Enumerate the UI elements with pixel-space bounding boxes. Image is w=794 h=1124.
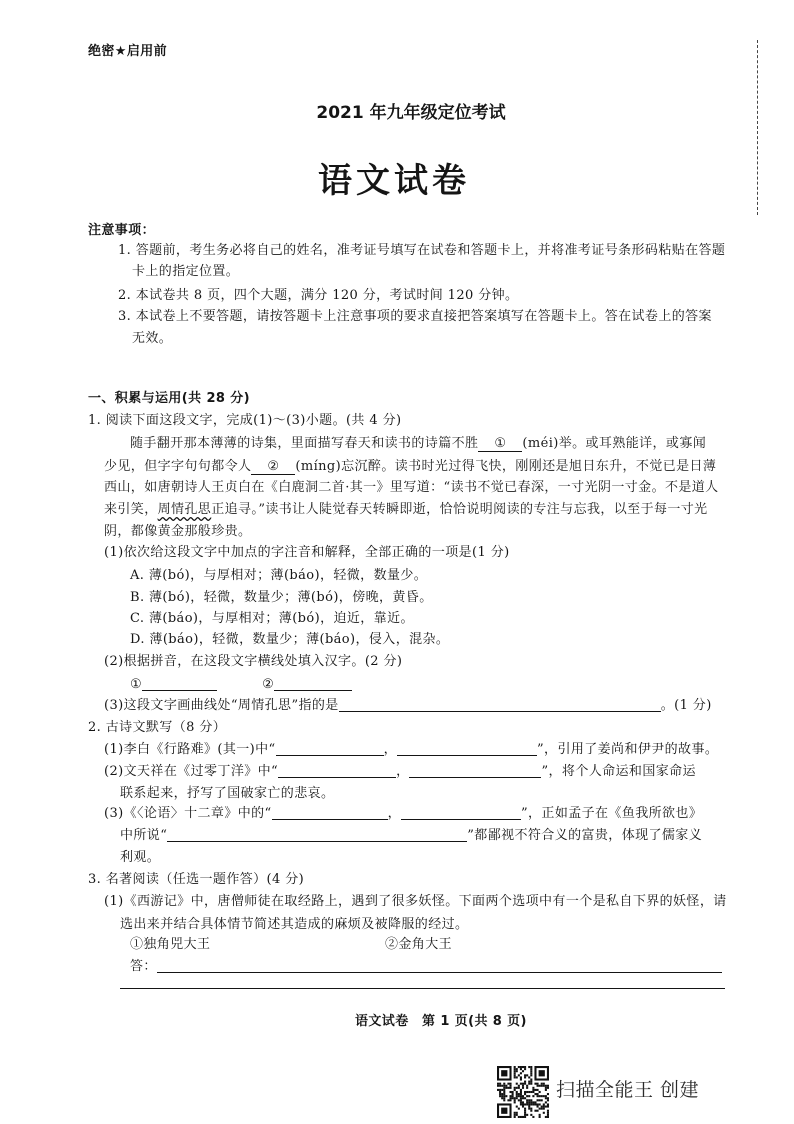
q2-part3-cont <box>120 826 702 846</box>
confidential-label: 绝密★启用前 <box>88 44 168 59</box>
notice-item-2: 2. 本试卷共 8 页，四个大题，满分 120 分，考试时间 120 分钟。 <box>118 288 519 303</box>
question-text: ， <box>396 764 410 779</box>
passage-text: 来引笑， <box>104 502 158 517</box>
answer-blank <box>276 740 384 756</box>
scanner-watermark: 扫描全能王 创建 <box>556 1079 700 1101</box>
passage-line-1 <box>130 434 706 454</box>
option-d: D. 薄(báo)，轻微，数量少；薄(báo)，侵入，混杂。 <box>130 632 450 647</box>
answer-blank <box>278 762 396 778</box>
option-b: B. 薄(bó)，轻微，数量少；薄(bó)，傍晚，黄昏。 <box>130 590 433 605</box>
q1-part3 <box>104 696 712 716</box>
question-text: ”，引用了姜尚和伊尹的故事。 <box>537 742 719 757</box>
passage-text: 少见，但字字句句都令人 <box>104 459 252 474</box>
question-text: ”都鄙视不符合义的富贵，体现了儒家义 <box>467 828 703 843</box>
binding-line <box>757 40 758 215</box>
section-heading: 一、积累与运用(共 28 分) <box>88 391 251 406</box>
passage-line-2 <box>104 457 716 477</box>
qr-code-icon <box>497 1066 549 1118</box>
question-text: ， <box>383 742 398 757</box>
answer-blank <box>409 762 541 778</box>
question-text: (3)《〈论语〉十二章》中的“ <box>104 806 272 821</box>
question-text: 中所说“ <box>120 828 168 843</box>
question-text: (1)李白《行路难》(其一)中“ <box>104 742 276 757</box>
q3-answer <box>130 957 722 977</box>
passage-text: (méi)举。或耳熟能详，或寡闻 <box>522 436 707 451</box>
answer-line <box>120 988 725 989</box>
answer-blank <box>401 804 521 820</box>
passage-line-5: 阴，都像黄金那般珍贵。 <box>104 524 252 539</box>
q2-part3-cont-2: 利观。 <box>120 850 161 865</box>
q2-part1 <box>104 740 718 760</box>
blank-mark: ② <box>262 677 275 692</box>
answer-blank <box>397 740 537 756</box>
answer-blank <box>339 696 661 712</box>
blank-mark: ① <box>494 436 507 451</box>
question-text: ”，将个人命运和国家命运 <box>541 764 696 779</box>
q3-option-1: ①独角兕大王 <box>130 937 211 952</box>
question-text: (2)文天祥在《过零丁洋》中“ <box>104 764 279 779</box>
notice-heading: 注意事项： <box>88 223 156 238</box>
q1-part2-blanks <box>130 675 352 695</box>
answer-blank <box>272 804 388 820</box>
q1-stem: 1. 阅读下面这段文字，完成(1)～(3)小题。(共 4 分) <box>88 413 402 428</box>
question-text: (3)这段文字画曲线处“周情孔思”指的是 <box>104 698 339 713</box>
wavy-underlined-phrase: 周情孔思 <box>157 502 212 517</box>
q2-part2 <box>104 762 696 782</box>
notice-item-1: 1. 答题前，考生务必将自己的姓名，准考证号填写在试卷和答题卡上，并将准考证号条形码粘贴在答题 <box>118 243 726 258</box>
q2-stem: 2. 古诗文默写（8 分） <box>88 720 227 735</box>
q3-option-2: ②金角大王 <box>385 937 453 952</box>
passage-text: (míng)忘沉醉。读书时光过得飞快，刚刚还是旭日东升，不觉已是日薄 <box>295 459 717 474</box>
passage-line-4 <box>104 500 708 520</box>
answer-blank-2 <box>251 459 295 475</box>
passage-line-3: 西山，如唐朝诗人王贞白在《白鹿洞二首·其一》里写道：“读书不觉已春深，一寸光阴一寸金。不是道人 <box>104 480 719 495</box>
option-c: C. 薄(báo)，与厚相对；薄(bó)，迫近，靠近。 <box>130 611 414 626</box>
answer-blank <box>142 675 217 691</box>
exam-title: 2021 年九年级定位考试 <box>316 103 506 123</box>
notice-item-3: 3. 本试卷上不要答题，请按答题卡上注意事项的要求直接把答案填写在答题卡上。答在试卷上的答案 <box>118 309 712 324</box>
question-text: 。(1 分) <box>660 698 712 713</box>
subject-title: 语文试卷 <box>318 161 470 201</box>
answer-blank <box>167 826 467 842</box>
notice-item-3-cont: 无效。 <box>132 331 173 346</box>
passage-text: 正追寻。”读书让人陡觉春天转瞬即逝，恰恰说明阅读的专注与忘我，以至于每一寸光 <box>211 502 708 517</box>
answer-blank <box>274 675 352 691</box>
q2-part2-cont: 联系起来，抒写了国破家亡的悲哀。 <box>120 786 335 801</box>
q1-part1-stem: (1)依次给这段文字中加点的字注音和解释，全部正确的一项是(1 分) <box>104 545 510 560</box>
option-a: A. 薄(bó)，与厚相对；薄(báo)，轻微，数量少。 <box>130 568 428 583</box>
q3-part1: (1)《西游记》中，唐僧师徒在取经路上，遇到了很多妖怪。下面两个选项中有一个是私自下界的妖怪，请 <box>104 894 727 909</box>
question-text: ， <box>387 806 401 821</box>
answer-blank <box>157 957 722 973</box>
notice-item-1-cont: 卡上的指定位置。 <box>132 264 240 279</box>
q1-part2-stem: (2)根据拼音，在这段文字横线处填入汉字。(2 分) <box>104 654 403 669</box>
blank-mark: ② <box>267 459 280 474</box>
question-text: ”，正如孟子在《鱼我所欲也》 <box>520 806 703 821</box>
page-footer: 语文试卷 第 1 页(共 8 页) <box>355 1014 527 1029</box>
q3-stem: 3. 名著阅读（任选一题作答）(4 分) <box>88 872 305 887</box>
q2-part3 <box>104 804 702 824</box>
answer-label: 答： <box>130 959 157 974</box>
answer-blank-1 <box>478 436 522 452</box>
q3-part1-cont: 选出来并结合具体情节简述其造成的麻烦及被降服的经过。 <box>120 917 469 932</box>
blank-mark: ① <box>130 677 143 692</box>
passage-text: 随手翻开那本薄薄的诗集，里面描写春天和读书的诗篇不胜 <box>130 436 479 451</box>
